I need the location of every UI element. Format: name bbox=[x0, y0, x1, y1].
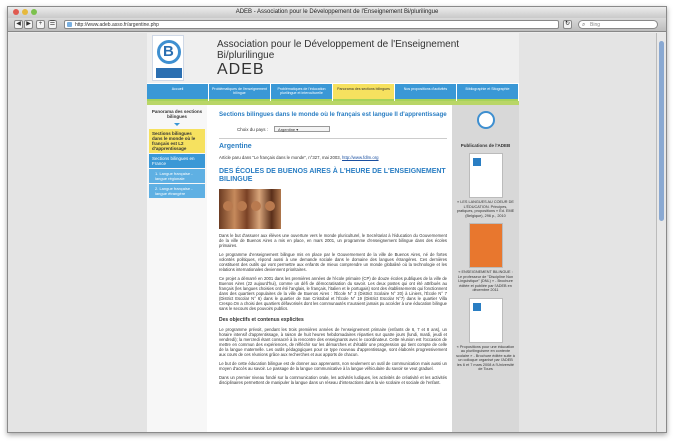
main-content bbox=[219, 105, 447, 433]
paragraph: Le but de cette éducation bilingue est de donner aux apprenants, non seulement un outil de communication mais aussi un moyen d'accès au savoir. Le passage de la langue communicative à la langue véhiculaire du savoir se veut graduel. bbox=[219, 361, 447, 371]
sidebar-item-france[interactable]: Sections bilingues en France bbox=[149, 154, 205, 168]
org-name: Association pour le Développement de l'Enseignement Bi/plurilingue bbox=[217, 39, 460, 61]
arrow-down-icon bbox=[174, 123, 180, 126]
browser-window bbox=[7, 6, 667, 433]
close-icon[interactable] bbox=[13, 9, 19, 15]
tab-problematiques-plurilingue[interactable]: Problématiques de l'éducation plurilingue et interculturelle bbox=[271, 84, 332, 101]
book-cover-2[interactable] bbox=[469, 223, 503, 268]
sidebar-item-monde[interactable]: Sections bilingues dans le monde où le français est L2 d'apprentissage bbox=[149, 129, 205, 153]
search-placeholder: Bing bbox=[590, 22, 601, 28]
section-subheading: Des objectifs et contenus explicites bbox=[219, 317, 304, 323]
country-selector bbox=[237, 126, 447, 132]
tab-panorama[interactable]: Panorama des sections bilingues bbox=[333, 84, 394, 101]
adeb-small-logo bbox=[477, 111, 495, 129]
main-nav bbox=[147, 84, 519, 101]
sidebar-title: Panorama des sections bilingues bbox=[151, 109, 203, 119]
page-viewport bbox=[8, 33, 658, 433]
back-icon[interactable]: ◀ bbox=[14, 20, 23, 29]
publications-title: Publications de l'ADEB bbox=[460, 143, 511, 148]
publications-column bbox=[452, 105, 519, 433]
reload-icon[interactable]: ↻ bbox=[564, 21, 571, 27]
country-heading: Argentine bbox=[219, 143, 252, 150]
paragraph: Le programme d'enseignement bilingue mis en place par le Gouvernement de la ville de Buenos Aires, né de fortes volontés politiques, répond aussi à une demande sociale dans le domaine des langues étrangères. Ces dernières constituent des outils qui vont permettre aux enfants de mieux comprendre un monde globalisé où la technologie et les relations internationales deviennent prioritaires. bbox=[219, 252, 447, 272]
window-controls bbox=[13, 9, 37, 15]
minimize-icon[interactable] bbox=[22, 9, 28, 15]
country-select-value: Argentine bbox=[278, 127, 296, 132]
sidebar-item-etrangere[interactable]: 2. Langue française - langue étrangère bbox=[149, 184, 205, 198]
divider bbox=[219, 138, 447, 139]
paragraph: Dans le but d'assurer aux élèves une ouverture vers le monde pluriculturel, le Secrétariat à l'éducation du Gouvernement de la ville de Buenos Aires a mis en place, en mars 2001, un programme d'enseignement bilingue dans des écoles primaires. bbox=[219, 233, 447, 248]
sidebar-item-regionale[interactable]: 1. Langue française - langue régionale bbox=[149, 169, 205, 183]
source-text: Article paru dans "Le français dans le monde", n°327, mai 2003, bbox=[219, 155, 341, 160]
bookmarks-icon[interactable]: ☰ bbox=[49, 21, 56, 27]
source-link[interactable]: http://www.fdlm.org bbox=[342, 155, 379, 160]
publication-caption[interactable]: « LES LANGUES AU COEUR DE L'ÉDUCATION. Principes, pratiques, propositions » Ed. EME (Belgique), 296 p., 2010 bbox=[456, 200, 515, 218]
title-bar bbox=[8, 7, 666, 18]
publication-caption[interactable]: « Propositions pour une éducation au plurilinguisme en contexte scolaire » - Brochure éditée suite à un colloque organisé par l'ADEB les 6 et 7 mars 2008 à l'Université de Tours bbox=[456, 344, 515, 371]
vertical-scrollbar[interactable] bbox=[656, 33, 666, 433]
tab-problematiques-bilingue[interactable]: Problématiques de l'enseignement bilingue bbox=[209, 84, 270, 101]
acronym: ADEB bbox=[217, 61, 265, 78]
article-title: DES ÉCOLES DE BUENOS AIRES À L'HEURE DE L'ENSEIGNEMENT BILINGUE bbox=[219, 168, 446, 183]
country-label: Choix du pays : bbox=[237, 126, 269, 132]
page-title: Sections bilingues dans le monde où le français est langue II d'apprentissage bbox=[219, 111, 447, 118]
search-field[interactable] bbox=[578, 20, 658, 29]
book-cover-3[interactable] bbox=[469, 298, 503, 343]
site-header bbox=[147, 33, 519, 83]
url-field[interactable] bbox=[64, 20, 559, 29]
paragraph: Dans un premier niveau fondé sur la communication orale, les activités ludiques, les activités de créativité et les activités disciplinaires permettent de manipuler la langue dans un réseau d'interactions dans la vie scolaire et sociale de l'enfant. bbox=[219, 375, 447, 385]
country-select[interactable]: Argentine ▾ bbox=[274, 126, 330, 132]
paragraph: Le programme prévoit, pendant les trois premières années de l'enseignement primaire (enfants de 6, 7 et 8 ans), un horaire intensif d'apprentissage, à raison de huit heures hebdomadaires réparties sur quatre jours (lundi, mardi, jeudi et vendredi); la mercredi étant consacré à la rencontre des enseignants avec le coordinateur. Cette réunion est l'occasion de mettre en commun des expériences, de réfléchir sur les démarches et d'établir une progression qui tient compte de celle de la langue maternelle. Les outils pédagogiques pour ce type nouveau d'apprentissage, sont élaborés progressivement aux cours de ces réunions grâce aux recherches et aux apports de chacun. bbox=[219, 327, 447, 357]
forward-icon[interactable]: ▶ bbox=[24, 20, 33, 29]
web-page bbox=[147, 33, 519, 433]
paragraph: Ce projet a démarré en 2001 dans les premières années de l'école primaire (CP) de douze écoles publiques de la ville de Buenos Aires (22 aujourd'hui), comme un défi de démocratisation du savoir. Les deux postes qui ont été attribués au français (les langues choisies ont été l'anglais, le français, l'italien et le portugais) sont des établissements qui fonctionnent dans des quartiers populaires de la ville de Buenos Aires : l'École N° 3 (District Scolaire N° 20) à Liniers, l'École N° 7 (District Escolar N° 6) dans le quartier de San Cristobal et l'École N° 19 (District Escolar N°7) dans le quartier Villa Crespo.On a choisi des quartiers défavorisés dont les communautés n'auraient jamais pu accéder à une éducation bilingue sans le secours des pouvoirs publics. bbox=[219, 276, 447, 311]
children-photo bbox=[219, 189, 281, 229]
window-title: ADEB - Association pour le Développement de l'Enseignement Bi/plurilingue bbox=[235, 9, 439, 15]
book-cover-1[interactable] bbox=[469, 153, 503, 198]
browser-toolbar bbox=[8, 18, 666, 32]
article-source bbox=[219, 155, 447, 160]
sidebar bbox=[147, 105, 207, 433]
tab-accueil[interactable]: Accueil bbox=[147, 84, 208, 101]
zoom-icon[interactable] bbox=[31, 9, 37, 15]
favicon-icon bbox=[67, 22, 72, 27]
adeb-logo[interactable]: B bbox=[152, 35, 184, 81]
tab-propositions[interactable]: Nos propositions d'activités bbox=[395, 84, 456, 101]
scroll-thumb[interactable] bbox=[659, 41, 664, 221]
url-text: http://www.adeb.asso.fr/argentine.php bbox=[75, 22, 159, 28]
publication-caption[interactable]: « ENSEIGNEMENT BILINGUE : Le professeur de "Discipline Non Linguistique" (DNL) » - Brochure éditée et publiée par l'ADEB en décembre 2011 bbox=[457, 270, 514, 292]
tab-bibliographie[interactable]: Bibliographie et Sitographie bbox=[457, 84, 518, 101]
share-icon[interactable]: + bbox=[36, 20, 45, 29]
search-icon: ⌕ bbox=[582, 22, 586, 28]
